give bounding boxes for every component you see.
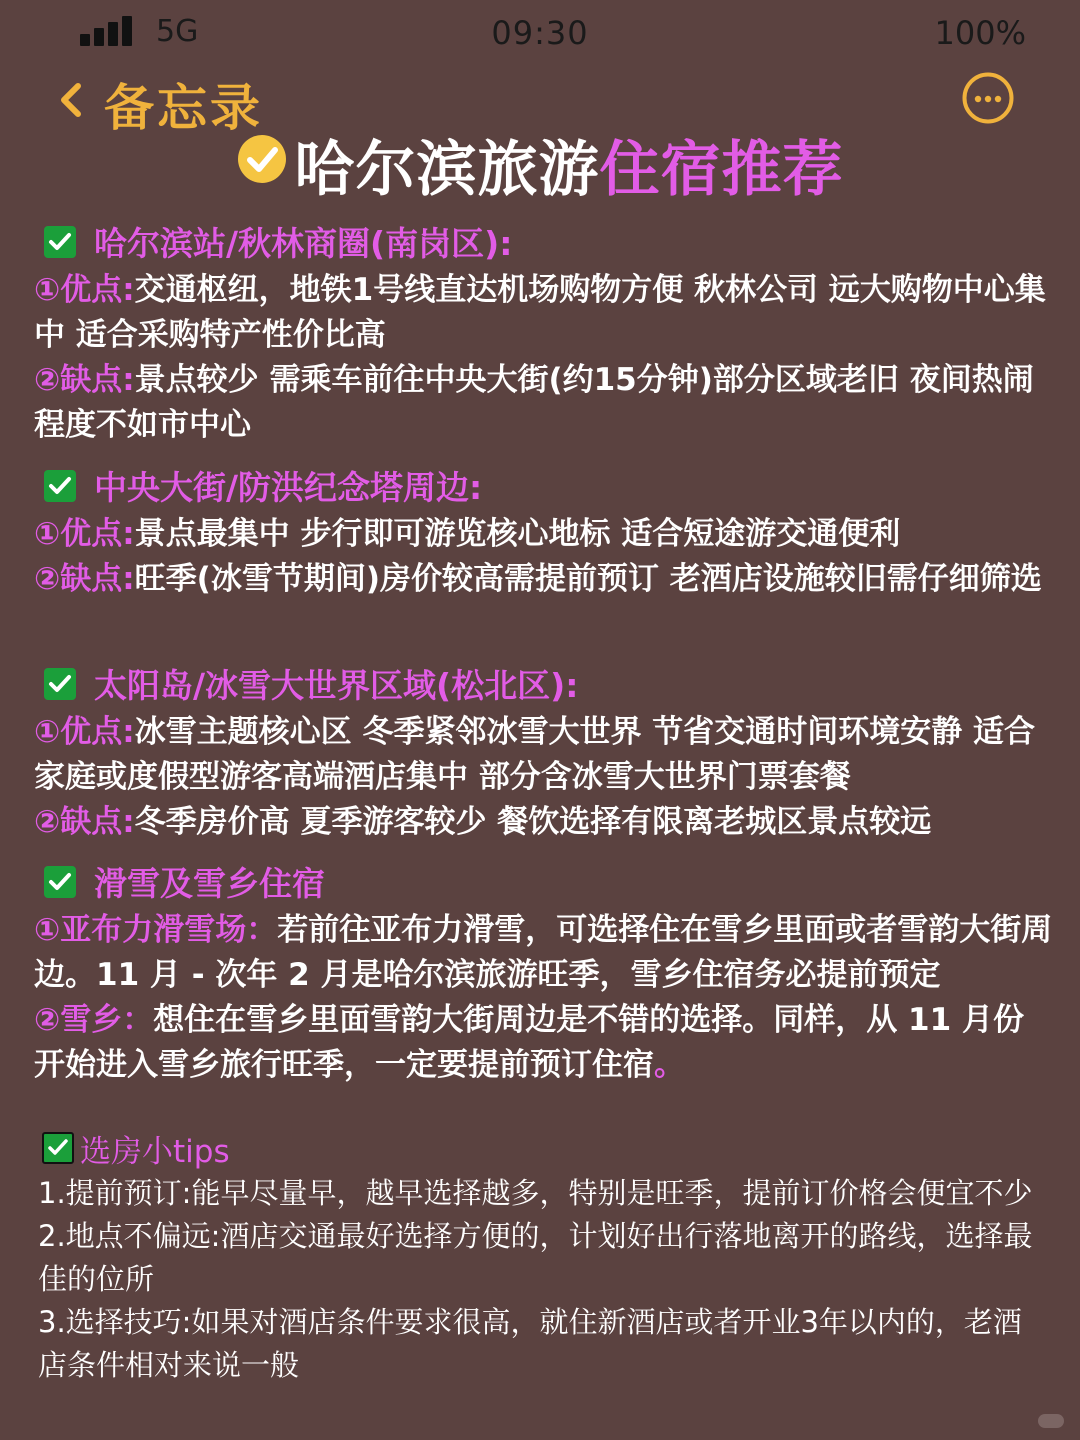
title-highlight: 住宿推荐 — [599, 135, 844, 205]
cons-text — [34, 557, 1054, 602]
section-sun-island — [34, 664, 1054, 845]
cons-content: 旺季(冰雪节期间)房价较高需提前预订 老酒店设施较旧需仔细筛选 — [134, 561, 1042, 597]
cons-text — [34, 358, 1054, 448]
section-ski-snowtown — [34, 862, 1054, 1088]
page-title — [0, 122, 1080, 206]
pros-text — [34, 710, 1054, 800]
pros-text — [34, 512, 1054, 557]
pros-text — [34, 268, 1054, 358]
pros-content: 冰雪主题核心区 冬季紧邻冰雪大世界 节省交通时间环境安静 适合家庭或度假型游客高端酒店集中 部分含冰雪大世界门票套餐 — [34, 714, 1036, 795]
snowtown-text — [34, 998, 1054, 1088]
clock: 09:30 — [491, 14, 589, 52]
network-type: 5G — [156, 14, 199, 49]
snowtown-label: ②雪乡： — [34, 1002, 154, 1038]
check-circle-icon — [237, 134, 287, 184]
title-text — [295, 122, 844, 208]
green-checkbox-icon — [42, 1132, 74, 1164]
tip-item: 3.选择技巧:如果对酒店条件要求很高，就住新酒店或者开业3年以内的，老酒店条件相对来说一般 — [38, 1305, 1022, 1382]
more-circle-icon[interactable] — [961, 71, 1015, 125]
section-header — [34, 222, 1054, 268]
battery-level: 100% — [934, 14, 1026, 52]
pros-content: 交通枢纽，地铁1号线直达机场购物方便 秋林公司 远大购物中心集中 适合采购特产性价比高 — [34, 272, 1046, 353]
green-checkbox-icon — [44, 470, 76, 502]
section-header — [34, 466, 1054, 512]
status-bar — [0, 0, 1080, 72]
pros-label: ①优点: — [34, 516, 135, 552]
section-harbin-station — [34, 222, 1054, 448]
cons-label: ②缺点: — [34, 362, 135, 398]
yabuli-text — [34, 908, 1054, 998]
pros-label: ①优点: — [34, 714, 135, 750]
cons-label: ②缺点: — [34, 561, 135, 597]
tips-section — [38, 1126, 1048, 1387]
title-main: 哈尔滨旅游 — [294, 135, 600, 205]
tips-title: 选房小tips — [80, 1134, 230, 1170]
section-header — [34, 664, 1054, 710]
section-central-street — [34, 466, 1054, 602]
cons-label: ②缺点: — [34, 804, 135, 840]
green-checkbox-icon — [44, 226, 76, 258]
green-checkbox-icon — [44, 668, 76, 700]
green-checkbox-icon — [44, 866, 76, 898]
back-button[interactable]: 备忘录 — [104, 79, 263, 137]
yabuli-content: 若前往亚布力滑雪，可选择住在雪乡里面或者雪韵大街周边。11 月 - 次年 2 月是哈尔滨旅游旺季，雪乡住宿务必提前预定 — [34, 912, 1053, 993]
cons-text — [34, 800, 1054, 845]
snowtown-content: 想住在雪乡里面雪韵大街周边是不错的选择。同样，从 11 月份开始进入雪乡旅行旺季，一定要提前预订住宿 — [34, 1002, 1024, 1083]
section-header — [34, 862, 1054, 908]
tip-item: 1.提前预订:能早尽量早，越早选择越多，特别是旺季，提前订价格会便宜不少 — [38, 1176, 1033, 1210]
yabuli-label: ①亚布力滑雪场： — [34, 912, 278, 948]
pros-content: 景点最集中 步行即可游览核心地标 适合短途游交通便利 — [134, 516, 901, 552]
snowtown-period: 。 — [654, 1047, 685, 1083]
tips-header — [38, 1126, 1048, 1172]
section-title: 中央大街/防洪纪念塔周边: — [94, 468, 483, 507]
cons-content: 景点较少 需乘车前往中央大街(约15分钟)部分区域老旧 夜间热闹程度不如市中心 — [34, 362, 1034, 443]
section-title: 哈尔滨站/秋林商圈(南岗区): — [94, 224, 513, 263]
section-title: 太阳岛/冰雪大世界区域(松北区): — [94, 666, 579, 705]
watermark-logo — [1038, 1414, 1064, 1428]
pros-label: ①优点: — [34, 272, 135, 308]
chevron-left-icon[interactable] — [52, 80, 92, 120]
tip-item: 2.地点不偏远:酒店交通最好选择方便的，计划好出行落地离开的路线，选择最佳的位所 — [38, 1219, 1033, 1296]
cons-content: 冬季房价高 夏季游客较少 餐饮选择有限离老城区景点较远 — [134, 804, 932, 840]
section-title: 滑雪及雪乡住宿 — [94, 864, 325, 903]
